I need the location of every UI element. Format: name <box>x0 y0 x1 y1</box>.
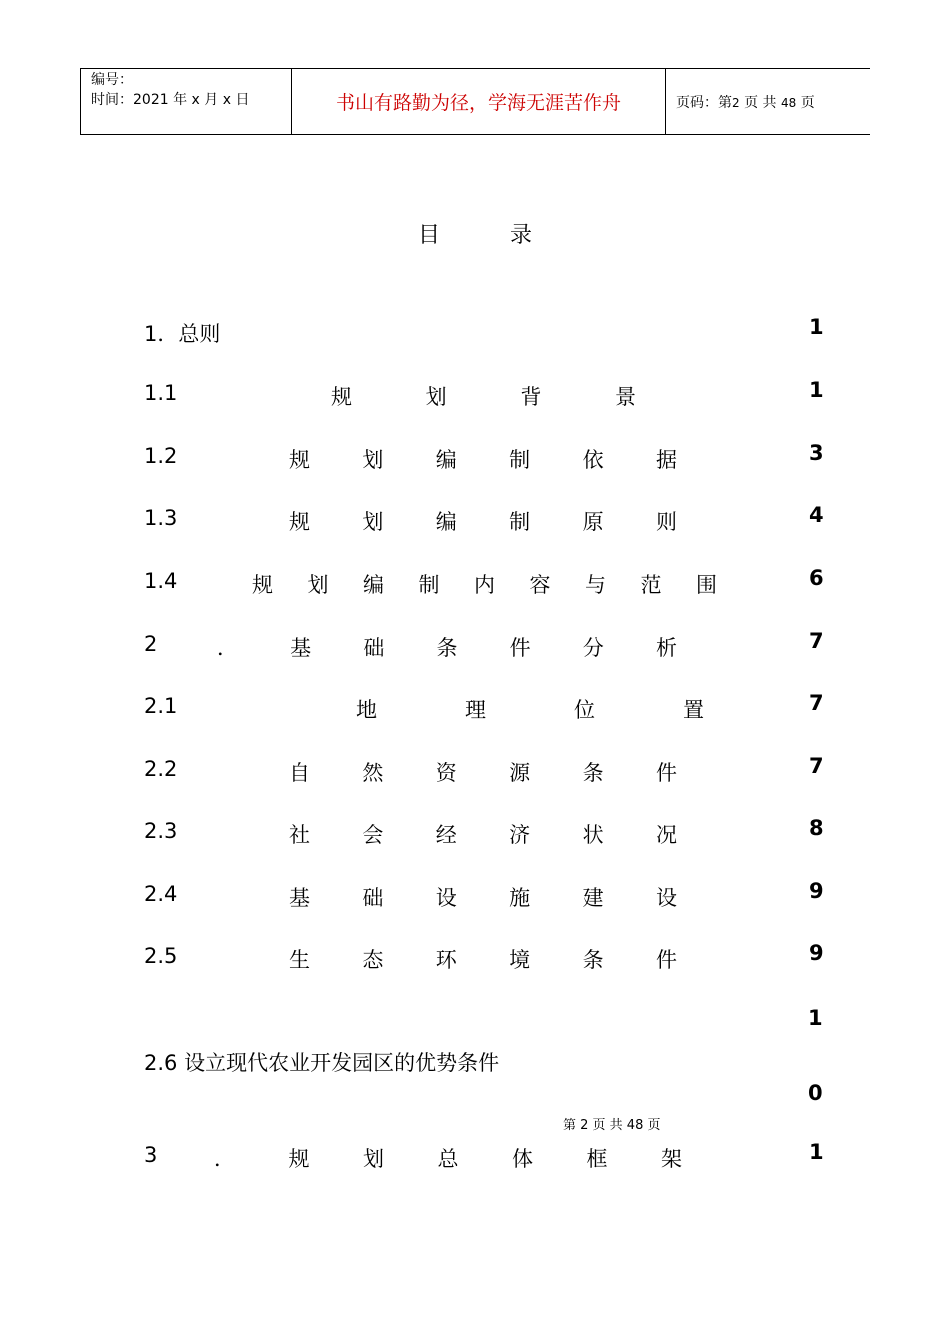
toc-entry-text <box>217 632 677 662</box>
toc-entry[interactable] <box>144 566 834 599</box>
toc-entry[interactable] <box>144 816 834 849</box>
toc-entry-char: ． <box>214 1147 235 1171</box>
toc-page-number: 9 <box>809 879 824 903</box>
toc-entry-char: 位 <box>574 698 595 722</box>
toc-entry[interactable] <box>144 503 834 536</box>
toc-entry-char: 划 <box>362 510 384 534</box>
toc-entry-char: 分 <box>582 636 604 660</box>
toc-entry-char: 础 <box>363 636 385 660</box>
toc-title <box>0 218 950 249</box>
toc-entry-char: 条 <box>582 948 604 972</box>
toc-entry-char: 基 <box>289 886 310 910</box>
toc-page-number: 7 <box>809 754 824 778</box>
toc-entry-text <box>289 944 677 974</box>
toc-page-number: 7 <box>809 691 824 715</box>
toc-entry-char: 原 <box>582 510 604 534</box>
header-page-info <box>666 69 871 135</box>
toc-entry-text <box>252 569 717 599</box>
toc-entry-char: 编 <box>363 573 384 597</box>
toc-entry-text <box>289 506 677 536</box>
toc-entry-char: 编 <box>435 510 457 534</box>
toc-entry-char: 施 <box>509 886 531 910</box>
doc-date: 时间：2021 年 x 月 x 日 <box>91 92 250 108</box>
toc-entry-text <box>289 757 677 787</box>
toc-entry-char: 件 <box>655 948 677 972</box>
toc-entry-number: 1.3 <box>144 506 178 530</box>
toc-entry-number: 3 <box>144 1143 158 1167</box>
toc-entry-char: 总 <box>437 1147 459 1171</box>
toc-entry-char: 制 <box>509 510 531 534</box>
page-total: 48 <box>781 95 797 110</box>
header-motto: 书山有路勤为径，学海无涯苦作舟 <box>292 69 666 135</box>
toc-entry-char: 编 <box>435 448 457 472</box>
toc-entry-char: 景 <box>614 385 636 409</box>
toc-entry-char: 内 <box>474 573 495 597</box>
toc-entry-char: 地 <box>356 698 377 722</box>
document-header <box>80 68 870 135</box>
toc-entry-char: 背 <box>520 385 542 409</box>
toc-entry-char: 框 <box>586 1147 608 1171</box>
page-prefix: 页码：第 <box>676 94 732 111</box>
toc-entry[interactable] <box>144 629 834 662</box>
page-footer: 第 2 页 共 48 页 <box>563 1118 661 1133</box>
toc-entry-char: 基 <box>290 636 312 660</box>
toc-entry-number: 1.1 <box>144 381 178 405</box>
toc-entry[interactable] <box>144 378 834 411</box>
toc-entry-number: 2 <box>144 632 158 656</box>
page-mid: 页 共 <box>744 94 777 111</box>
toc-entry-char: 围 <box>696 573 717 597</box>
toc-page-number: 6 <box>809 566 824 590</box>
toc-entry[interactable] <box>144 441 834 474</box>
toc-page-number: 4 <box>809 503 824 527</box>
toc-page-number: 8 <box>809 816 824 840</box>
toc-entry-char: 规 <box>289 448 310 472</box>
toc-entry-text <box>289 444 677 474</box>
toc-entry-char: 据 <box>655 448 677 472</box>
toc-page-number: 9 <box>809 941 824 965</box>
toc-page-number: 1 <box>809 378 824 402</box>
toc-entry[interactable] <box>144 879 834 912</box>
toc-entry[interactable] <box>144 1140 834 1173</box>
toc-entry-char: 依 <box>582 448 604 472</box>
toc-entry-char: 济 <box>509 823 531 847</box>
toc-entry[interactable] <box>144 754 834 787</box>
toc-entry-char: 自 <box>289 761 310 785</box>
toc-page-number[interactable]: 0 <box>808 1081 823 1105</box>
toc-entry-number: 2.3 <box>144 819 178 843</box>
toc-entry-char: 条 <box>436 636 458 660</box>
toc-entry-char: 件 <box>655 761 677 785</box>
toc-entry-char: 然 <box>362 761 384 785</box>
toc-entry-char: 生 <box>289 948 310 972</box>
page-current: 2 <box>732 95 740 110</box>
toc-entry-char: 析 <box>655 636 677 660</box>
toc-entry-char: 制 <box>509 448 531 472</box>
toc-entry[interactable] <box>144 941 834 974</box>
toc-entry-char: 环 <box>435 948 457 972</box>
toc-page-number[interactable]: 1 <box>808 1006 823 1030</box>
toc-entry-char: 置 <box>683 698 704 722</box>
toc-entry-char: 范 <box>640 573 662 597</box>
toc-entry-number: 1.2 <box>144 444 178 468</box>
toc-entry-char: 规 <box>289 510 310 534</box>
toc-entry-number: 2.5 <box>144 944 178 968</box>
header-meta-cell <box>81 69 292 135</box>
toc-entry-number: 2.2 <box>144 757 178 781</box>
toc-entry-char: 设 <box>655 886 677 910</box>
toc-entry-char: 条 <box>582 761 604 785</box>
toc-entry-char: 规 <box>252 573 273 597</box>
doc-number-label: 编号： <box>91 72 133 88</box>
toc-entry-char: 划 <box>363 1147 384 1171</box>
toc-entry-text[interactable]: 2.6 设立现代农业开发园区的优势条件 <box>144 1051 500 1075</box>
toc-page-number: 1 <box>809 315 824 339</box>
toc-entry-char: 社 <box>289 823 310 847</box>
toc-entry-char: 态 <box>362 948 384 972</box>
toc-entry-char: 境 <box>509 948 531 972</box>
toc-entry-char: 制 <box>418 573 440 597</box>
toc-entry-char: 建 <box>582 886 604 910</box>
toc-entry[interactable] <box>144 315 834 348</box>
toc-page-number: 7 <box>809 629 824 653</box>
toc-entry-char: ． <box>217 636 238 660</box>
toc-entry-char: 资 <box>435 761 457 785</box>
toc-entry-number: 2.4 <box>144 882 178 906</box>
toc-entry-char: 况 <box>655 823 677 847</box>
toc-entry-char: 架 <box>661 1147 682 1171</box>
toc-page-number: 1 <box>809 1140 824 1164</box>
toc-entry-text <box>331 381 636 411</box>
toc-entry-char: 经 <box>435 823 457 847</box>
toc-entry-text <box>214 1143 682 1173</box>
toc-entry-char: 件 <box>509 636 531 660</box>
toc-entry-number: 1．总则 <box>144 322 221 346</box>
toc-entry-char: 划 <box>425 385 447 409</box>
toc-entry-char: 规 <box>288 1147 310 1171</box>
toc-entry-char: 会 <box>362 823 384 847</box>
toc-entry-char: 础 <box>362 886 384 910</box>
toc-title-char: 录 <box>510 223 533 248</box>
toc-entry-text <box>289 819 677 849</box>
toc-entry-char: 划 <box>362 448 384 472</box>
toc-entry-char: 体 <box>512 1147 533 1171</box>
toc-entry-char: 源 <box>509 761 531 785</box>
toc-title-char: 目 <box>417 223 440 248</box>
toc-entry-number: 2.1 <box>144 694 178 718</box>
page-suffix: 页 <box>800 94 815 111</box>
toc-entry-char: 与 <box>585 573 606 597</box>
toc-entry-text <box>289 882 677 912</box>
toc-entry-char: 则 <box>655 510 677 534</box>
toc-entry-number: 1.4 <box>144 569 178 593</box>
toc-page-number: 3 <box>809 441 824 465</box>
toc-entry-char: 状 <box>582 823 604 847</box>
toc-entry-text <box>356 694 704 724</box>
toc-entry-char: 划 <box>307 573 329 597</box>
toc-entry-char: 规 <box>331 385 352 409</box>
toc-entry-char: 理 <box>465 698 486 722</box>
toc-entry[interactable] <box>144 691 834 724</box>
toc-entry-char: 容 <box>529 573 551 597</box>
toc-entry-char: 设 <box>435 886 457 910</box>
